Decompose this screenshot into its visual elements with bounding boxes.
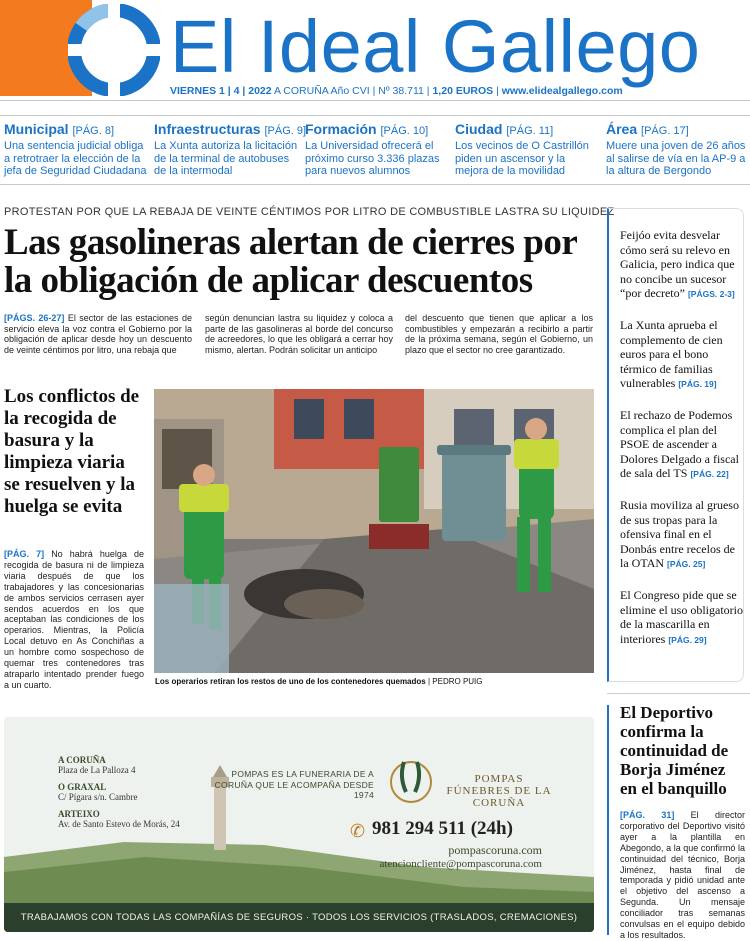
section-page: [PÁG. 8] (72, 125, 115, 137)
ad-tagline: POMPAS ES LA FUNERARIA DE A CORUÑA QUE LE ACOMPAÑA DESDE 1974 (214, 769, 374, 800)
ad-city: ARTEIXO (58, 809, 100, 819)
ad-phone[interactable]: 981 294 511 (24h) (372, 818, 513, 839)
phone-icon: ✆ (350, 821, 366, 841)
depor-text: El director corporativo del Deportivo visitó ayer a la plantilla en Abegondo, a la que confirmó la continuidad del técnico, Borja Jiménez, hasta final de temporada y pidió unidad ante el objetivo del ascenso a Segunda. Un mensaje conciliador tras semanas convulsas en el equipo debido a los resultados. (620, 810, 745, 940)
issue-price: 1,20 EUROS (432, 85, 494, 97)
section-text: Muere una joven de 26 años al salirse de vía en la AP-9 a la altura de Bergondo (606, 140, 746, 177)
caption-text: Los operarios retiran los restos de uno de los contenedores quemados (155, 677, 426, 686)
sidebar-item-page: [PÁG. 25] (667, 559, 706, 570)
sidebar-item-text: El rechazo de Podemos complica el plan del PSOE de ascender a Dolores Delgado a fiscal de sala del TS (620, 408, 739, 481)
sidebar-item-page: [PÁG. 29] (668, 634, 707, 645)
lead-kicker: PROTESTAN POR QUE LA REBAJA DE VEINTE CÉNTIMOS POR LITRO DE COMBUSTIBLE LASTRA SU LIQUIDEZ (4, 206, 615, 218)
ad-city: A CORUÑA (58, 755, 106, 765)
sidebar-item[interactable] (620, 588, 745, 647)
masthead-dateline: VIERNES 1 | 4 | 2022 A CORUÑA Año CVI | Nº 38.711 | 1,20 EUROS | www.elidealgallego.com (170, 85, 623, 97)
sections-bottom-rule (0, 184, 750, 185)
ad-address: C/ Pígara s/n. Cambre (58, 792, 138, 802)
sidebar-item[interactable] (620, 408, 745, 482)
photo-caption (155, 677, 483, 686)
section-text: La Universidad ofrecerá el próximo curso 3.336 plazas para nuevos alumnos (305, 140, 440, 177)
sidebar-item-text: El Congreso pide que se elimine el uso obligatorio de la mascarilla en interiores (620, 588, 743, 646)
section-name: Formación (305, 121, 377, 137)
section-name: Área (606, 121, 638, 137)
lead-column-2: según denuncian lastra su liquidez y coloca a parte de las gasolineras al borde del concurso de acreedores, lo que les obligará a cerrar hoy mismo, alertan. Podrán solicitar un anticipo (205, 313, 393, 355)
depor-accent-bar (607, 705, 609, 935)
ad-city: O GRAXAL (58, 782, 107, 792)
story2-headline[interactable]: Los conflictos de la recogida de basura y la limpieza viaria se resuelven y la huelga se evita (4, 386, 140, 517)
sidebar-item[interactable] (620, 228, 745, 302)
ad-location-2 (58, 782, 138, 802)
masthead-rule (0, 100, 750, 101)
section-formacion[interactable] (305, 121, 450, 178)
section-text: Una sentencia judicial obliga a retrotraer la elección de la jefa de Seguridad Ciudadana (4, 140, 147, 177)
sidebar-item-text: La Xunta aprueba el complemento de cien euros para el bono térmico de familias vulnerables (620, 318, 723, 391)
section-page: [PÁG. 9] (264, 125, 307, 137)
section-area[interactable] (606, 121, 750, 178)
sidebar-item-page: [PÁG. 19] (678, 379, 717, 390)
section-text: La Xunta autoriza la licitación de la terminal de autobuses de la intermodal (154, 140, 298, 177)
site-link[interactable]: www.elidealgallego.com (501, 85, 623, 97)
sidebar-item-page: [PÁG. 22] (690, 469, 729, 480)
depor-page-tag: [PÁG. 31] (620, 810, 675, 820)
depor-body (620, 810, 745, 941)
section-page: [PÁG. 17] (641, 125, 689, 137)
ad-band-text: TRABAJAMOS CON TODAS LAS COMPAÑÍAS DE SEGUROS · TODOS LOS SERVICIOS (TRASLADOS, CREMACIONES) (20, 912, 578, 923)
section-ciudad[interactable] (455, 121, 600, 178)
section-name: Municipal (4, 121, 69, 137)
lead-column-3: del descuento que tienen que aplicar a los combustibles y empezarán a recibirlo a partir de la próxima semana, según el Gobierno, un plazo que el sector no cree garantizado. (405, 313, 593, 355)
section-page: [PÁG. 11] (506, 125, 554, 137)
sidebar-item-text: Feijóo evita desvelar cómo será su relevo en Galicia, pero indica que no concibe un sucesor “por decreto” (620, 228, 735, 301)
section-infraestructuras[interactable] (154, 121, 307, 178)
ad-email[interactable]: atencioncliente@pompascoruna.com (379, 858, 542, 870)
logo-icon (68, 4, 160, 96)
ad-address: Plaza de La Palloza 4 (58, 765, 136, 775)
masthead-logo (68, 4, 160, 96)
sidebar-divider (607, 693, 750, 694)
ad-location-1 (58, 755, 135, 775)
funeral-ad[interactable] (4, 717, 594, 932)
section-name: Infraestructuras (154, 121, 261, 137)
ad-location-3 (58, 809, 180, 829)
sidebar-item[interactable] (620, 318, 745, 392)
lead-headline[interactable]: Las gasolineras alertan de cierres por la obligación de aplicar descuentos (4, 222, 577, 301)
depor-headline[interactable]: El Deportivo confirma la continuidad de Borja Jiménez en el banquillo (620, 703, 729, 798)
lead-col1-text: El sector de las estaciones de servicio eleva la voz contra el Gobierno por la obligación de aplicar desde hoy un descuento de veinte céntimos por litro, una rebaja que (4, 313, 192, 355)
section-page: [PÁG. 10] (380, 125, 429, 137)
issue-date: VIERNES 1 | 4 | 2022 (170, 85, 272, 97)
sidebar-item-text: Rusia moviliza al grueso de sus tropas para la ofensiva final en el Donbás entre recelos de la OTAN (620, 498, 739, 571)
photo-credit: | PEDRO PUIG (427, 677, 483, 686)
section-name: Ciudad (455, 121, 503, 137)
story2-body (4, 549, 144, 691)
story2-text: No habrá huelga de recogida de basura ni de limpieza viaria después de que los trabajadores y las concesionarias de ambos servicios cerrasen ayer sendos acuerdos en los que aceptaban las condiciones de los operarios. Mientras, la Policía Local detuvo en As Conchiñas a un hombre como sospechoso de quemar tres contenedores tras atraparlo intentado prender fuego a un cuarto. (4, 549, 144, 690)
masthead-title[interactable]: El Ideal Gallego (170, 5, 701, 88)
story2-page-tag: [PÁG. 7] (4, 549, 45, 559)
ad-brand: POMPAS FÚNEBRES DE LA CORUÑA (446, 773, 552, 809)
street-photo-illustration (154, 389, 594, 673)
story2-photo (154, 389, 594, 673)
section-municipal[interactable] (4, 121, 149, 178)
section-text: Los vecinos de O Castrillón piden un ascensor y la mejora de la movilidad (455, 140, 589, 177)
lead-column-1 (4, 313, 192, 355)
issue-edition: A CORUÑA Año CVI | Nº 38.711 | (273, 85, 430, 97)
sidebar-item[interactable] (620, 498, 745, 572)
lead-page-tag: [PÁGS. 26-27] (4, 313, 65, 323)
ad-website[interactable]: pompascoruna.com (448, 843, 542, 857)
sections-top-rule (0, 115, 750, 116)
sidebar-item-page: [PÁGS. 2-3] (687, 289, 735, 300)
ad-address: Av. de Santo Estevo de Morás, 24 (58, 819, 180, 829)
